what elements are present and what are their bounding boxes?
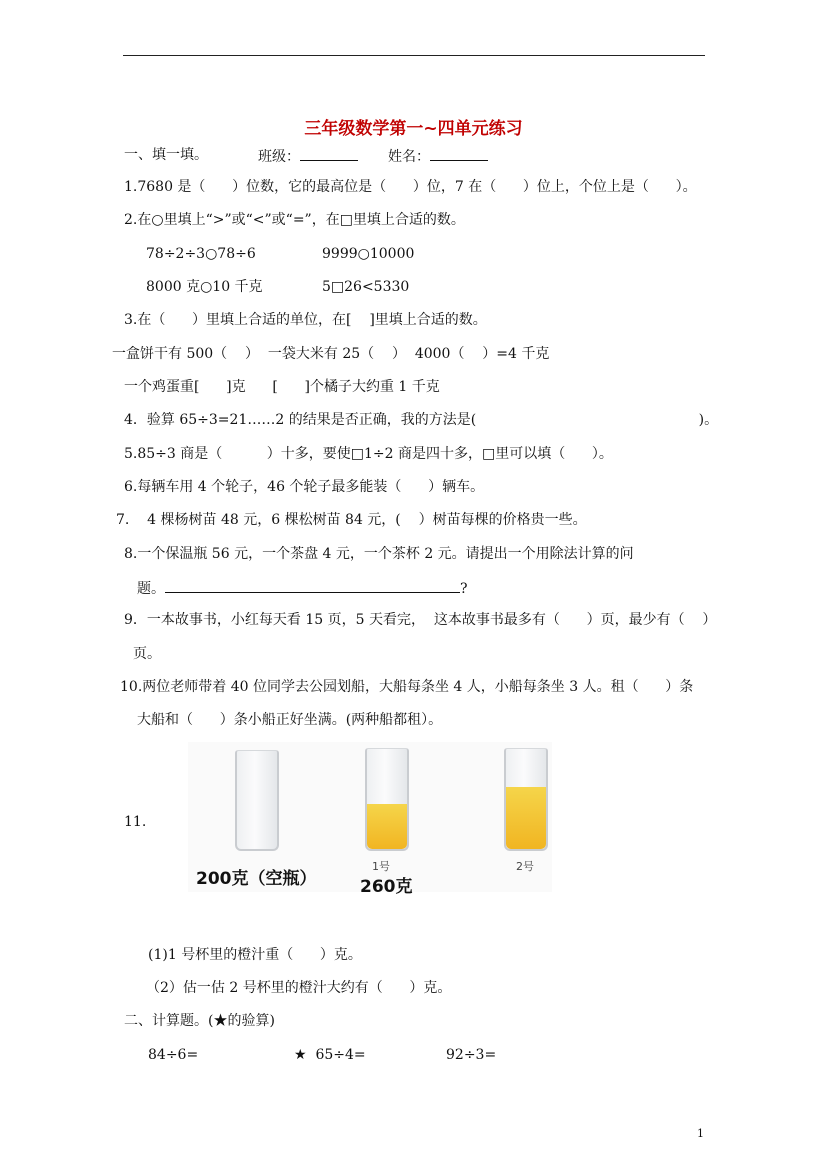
name-label-text: 姓名： xyxy=(388,149,430,165)
cup-1 xyxy=(365,748,409,851)
cup-1-label: 1号 xyxy=(372,860,390,873)
compare-item-3: 8000 克○10 千克 xyxy=(146,279,263,295)
question-8-answer-blank[interactable] xyxy=(165,578,460,593)
cup-2-label: 2号 xyxy=(516,860,534,873)
compare-item-1: 78÷2÷3○78÷6 xyxy=(146,246,256,262)
cup-1-caption: 260克 xyxy=(360,877,413,897)
cup-2-juice xyxy=(506,787,546,849)
question-10-cont: 大船和（ ）条小船正好坐满。(两种船都租）。 xyxy=(137,712,443,728)
name-label xyxy=(388,146,488,166)
header-rule xyxy=(123,55,705,56)
unit-line-1: 一盒饼干有 500（ ） 一袋大米有 25（ ） 4000（ ）=4 千克 xyxy=(112,346,550,362)
question-8-cont xyxy=(137,578,468,598)
question-1: 1.7680 是（ ）位数，它的最高位是（ ）位，7 在（ ）位上，个位上是（ ）。 xyxy=(124,179,697,195)
class-label-text: 班级： xyxy=(258,149,300,165)
compare-item-2: 9999○10000 xyxy=(322,246,415,262)
question-4: 4．验算 65÷3=21……2 的结果是否正确，我的方法是( )。 xyxy=(124,412,719,428)
cup-2 xyxy=(504,748,548,851)
question-2: 2.在○里填上“>”或“<”或“=”，在□里填上合适的数。 xyxy=(124,212,465,228)
page-title: 三年级数学第一~四单元练习 xyxy=(304,119,523,139)
unit-line-2: 一个鸡蛋重[ ]克 [ ]个橘子大约重 1 千克 xyxy=(124,379,440,395)
question-9-cont: 页。 xyxy=(133,646,161,662)
compare-item-4: 5□26<5330 xyxy=(322,279,410,295)
question-6: 6.每辆车用 4 个轮子，46 个轮子最多能装（ ）辆车。 xyxy=(124,479,485,495)
question-10: 10.两位老师带着 40 位同学去公园划船，大船每条坐 4 人，小船每条坐 3 人。租（ ）条 xyxy=(120,679,694,695)
question-3: 3.在（ ）里填上合适的单位，在[ ]里填上合适的数。 xyxy=(124,312,487,328)
page-number: 1 xyxy=(697,1127,704,1140)
question-8-mark: ? xyxy=(460,581,468,597)
question-9: 9．一本故事书，小红每天看 15 页，5 天看完， 这本故事书最多有（ ）页，最少有（ ） xyxy=(124,612,717,628)
calc-item-2: ★ 65÷4= xyxy=(294,1047,366,1063)
juice-cups-figure xyxy=(188,742,552,897)
question-8: 8.一个保温瓶 56 元，一个茶盘 4 元，一个茶杯 2 元。请提出一个用除法计算的问 xyxy=(124,546,634,562)
empty-cup xyxy=(235,750,279,851)
section1-heading: 一、填一填。 xyxy=(124,147,208,163)
question-11-part-1: (1)1 号杯里的橙汁重（ ）克。 xyxy=(148,947,362,963)
calc-item-1: 84÷6= xyxy=(148,1047,199,1063)
name-blank[interactable] xyxy=(430,146,488,161)
empty-cup-caption: 200克（空瓶） xyxy=(196,869,317,889)
class-blank[interactable] xyxy=(300,146,358,161)
calc-item-3: 92÷3= xyxy=(446,1047,497,1063)
class-label xyxy=(258,146,358,166)
question-7: 7. 4 棵杨树苗 48 元，6 棵松树苗 84 元，( ）树苗每棵的价格贵一些。 xyxy=(116,512,587,528)
question-5: 5.85÷3 商是（ ）十多，要使□1÷2 商是四十多，□里可以填（ ）。 xyxy=(124,446,613,462)
question-8-cont-text: 题。 xyxy=(137,581,165,597)
question-11-number: 11. xyxy=(124,814,147,830)
cup-1-juice xyxy=(367,804,407,849)
question-11-part-2: （2）估一估 2 号杯里的橙汁大约有（ ）克。 xyxy=(146,980,452,996)
section2-heading: 二、计算题。(★的验算) xyxy=(124,1013,275,1029)
